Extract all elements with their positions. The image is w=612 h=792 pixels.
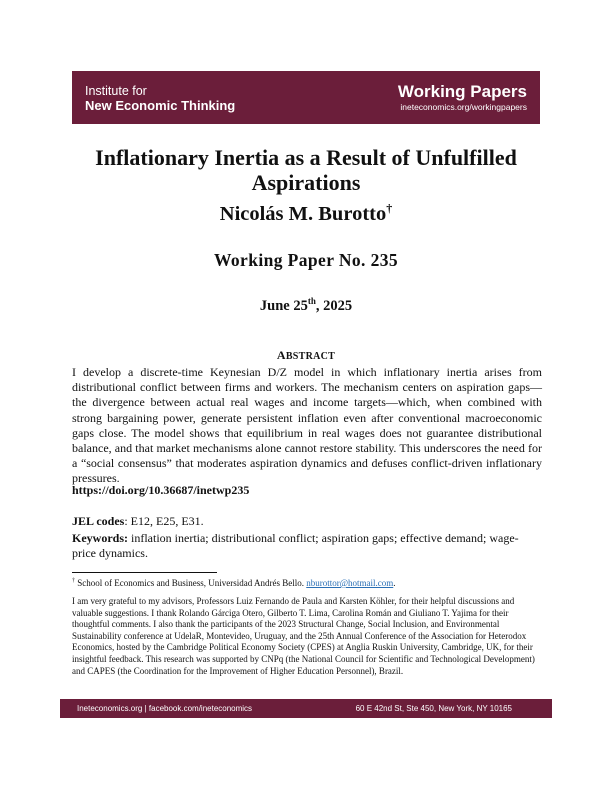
footer-bar [60, 699, 552, 718]
series-url[interactable]: ineteconomics.org/workingpapers [400, 102, 527, 112]
jel-values: : E12, E25, E31. [124, 514, 204, 528]
author-text: Nicolás M. Burotto [219, 202, 387, 225]
keywords-values: inflation inertia; distributional conflict; aspiration gaps; effective demand; wage-price dynamics. [72, 531, 519, 560]
abstract-text: I develop a discrete-time Keynesian D/Z model in which inflationary inertia arises from distributional conflict between firms and workers. The mechanism centers on aspiration gaps—the divergence between actual real wages and income targets—which, when combined with strong bargaining power, generate persistent inflation even after conventional macroeconomic gaps close. The model shows that equilibrium in real wages does not guarantee distributional balance, and that market mechanisms alone cannot restore stability. This underscores the need for a “social consensus” that moderates aspiration dynamics and defuses conflict-driven inflationary pressures. [72, 365, 542, 486]
keywords [72, 531, 542, 561]
paper-title-line2: Aspirations [251, 170, 361, 195]
jel-codes [72, 514, 204, 529]
working-paper-number: Working Paper No. 235 [213, 250, 399, 270]
footnote-acknowledgements: I am very grateful to my advisors, Professors Luiz Fernando de Paula and Karsten Köhler, for their helpful discussions and valuable suggestions. I thank Rolando Gárciga Otero, Gilberto T. Lima, Carolina Román and Giuliano T. Yajima for their thoughtful comments. I also thank the participants of the 2023 Structural Change, Social Inclusion, and Environmental Sustainability conference at UdelaR, Montevideo, Uruguay, and the 25th Annual Conference of the Association for Heterodox Economics, hosted by the Cambridge Political Economy Society (CPES) at Anglia Ruskin University, Cambridge, UK, for their insightful feedback. This research was supported by CNPq (the National Council for Scientific and Technological Development) and CAPES (the Coordination for the Improvement of Higher Education Personnel), Brazil. [72, 596, 535, 676]
keywords-label: Keywords: [72, 531, 128, 545]
date-ordinal: th [307, 296, 316, 306]
footnote-affiliation [72, 578, 396, 588]
author-name [60, 201, 552, 226]
publication-date [60, 296, 552, 315]
affiliation-end: . [393, 578, 396, 588]
jel-label: JEL codes [72, 514, 125, 528]
institute-name-line1: Institute for [85, 84, 147, 98]
footer-links[interactable]: Ineteconomics.org | facebook.com/ineteconomics [77, 704, 253, 713]
author-footnote-mark: † [386, 201, 393, 215]
footer-address: 60 E 42nd St, Ste 450, New York, NY 10165 [355, 704, 512, 713]
paper-title-line1: Inflationary Inertia as a Result of Unfulfilled [95, 145, 517, 170]
affiliation-text: School of Economics and Business, Universidad Andrés Bello. [75, 578, 307, 588]
paper-title [60, 145, 552, 195]
abstract-heading-initial: A [276, 348, 286, 362]
date-suffix: , 2025 [315, 297, 353, 314]
header-banner [72, 71, 540, 124]
institute-name-line2: New Economic Thinking [85, 98, 236, 113]
abstract-heading-rest: BSTRACT [285, 351, 336, 362]
doi-link[interactable]: https://doi.org/10.36687/inetwp235 [72, 483, 250, 497]
author-email-link[interactable]: nburottor@hotmail.com [306, 578, 394, 588]
footnote-mark: † [72, 578, 75, 584]
abstract-heading [60, 348, 552, 363]
footnote-divider [72, 572, 217, 573]
series-title: Working Papers [397, 82, 527, 101]
date-prefix: June 25 [259, 297, 308, 314]
